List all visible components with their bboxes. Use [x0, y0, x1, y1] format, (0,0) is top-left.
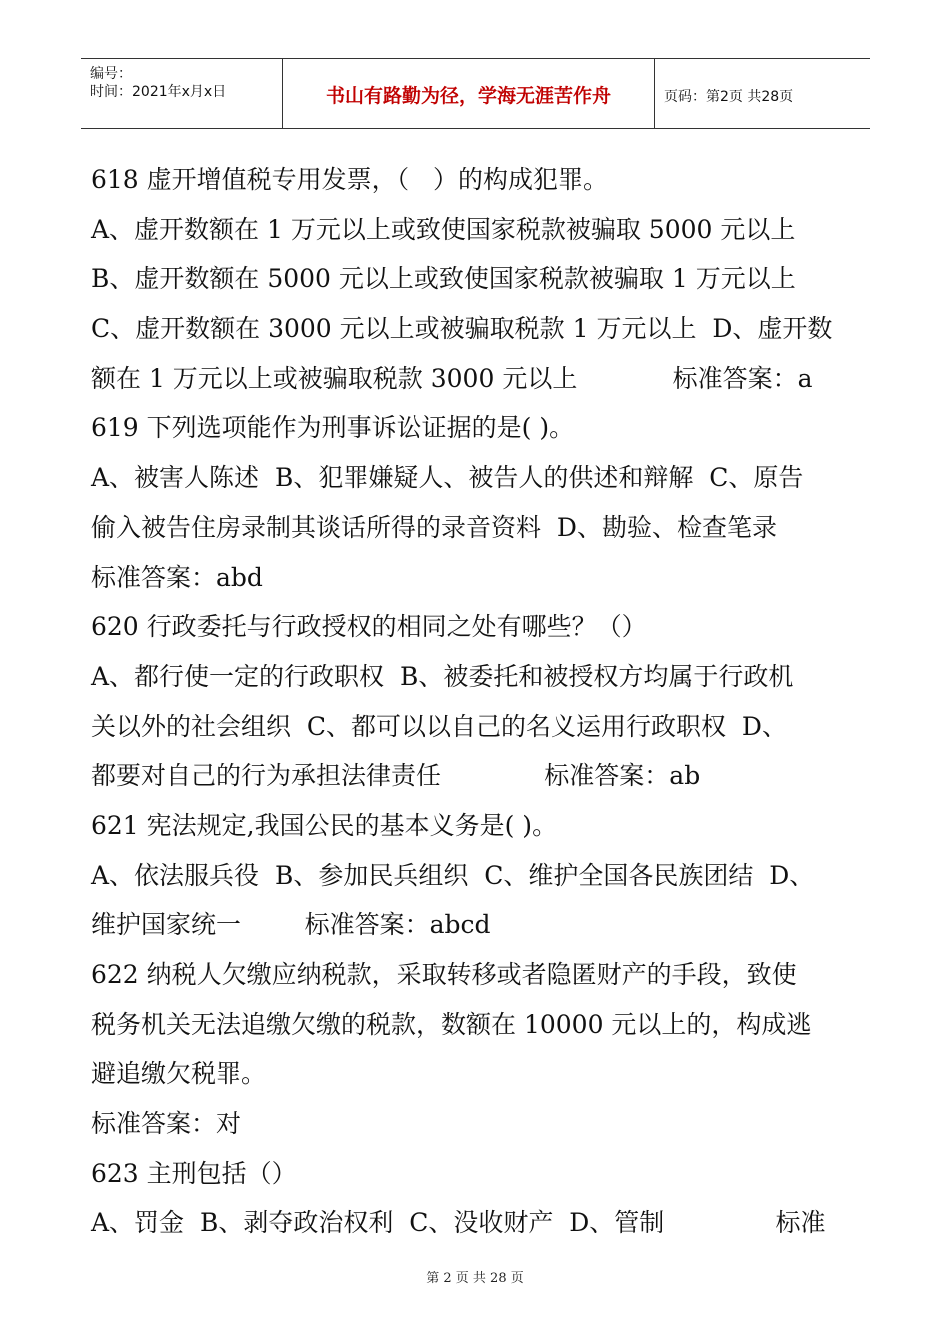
text-line: 623 主刑包括（） [91, 1158, 297, 1188]
text-line: 维护国家统一 标准答案：abcd [91, 910, 491, 940]
text-line: 都要对自己的行为承担法律责任 标准答案：ab [91, 761, 701, 791]
text-line: B、虚开数额在 5000 元以上或致使国家税款被骗取 1 万元以上 [91, 264, 796, 294]
text-line: A、虚开数额在 1 万元以上或致使国家税款被骗取 5000 元以上 [91, 214, 796, 244]
text-line: 避追缴欠税罪。 [91, 1059, 267, 1089]
text-line: C、虚开数额在 3000 元以上或被骗取税款 1 万元以上 D、虚开数 [91, 314, 833, 344]
document-date: 时间：2021年x月x日 [90, 84, 227, 100]
text-line: 619 下列选项能作为刑事诉讼证据的是( )。 [91, 413, 575, 443]
header-page-info: 页码：第2页 共28页 [664, 89, 794, 105]
header-motto: 书山有路勤为径，学海无涯苦作舟 [325, 85, 611, 107]
document-body [91, 160, 866, 1253]
page-footer: 第 2 页 共 28 页 [426, 1271, 524, 1286]
text-line: A、罚金 B、剥夺政治权利 C、没收财产 D、管制 标准 [91, 1208, 826, 1238]
text-line: 额在 1 万元以上或被骗取税款 3000 元以上 标准答案：a [91, 363, 813, 393]
text-line: 618 虚开增值税专用发票，（ ）的构成犯罪。 [91, 165, 609, 194]
document-number-label: 编号： [90, 66, 132, 82]
text-line: 620 行政委托与行政授权的相同之处有哪些？（） [91, 612, 647, 642]
text-line: A、依法服兵役 B、参加民兵组织 C、维护全国各民族团结 D、 [91, 860, 815, 890]
text-line: 标准答案：对 [91, 1109, 242, 1139]
text-line: 622 纳税人欠缴应纳税款，采取转移或者隐匿财产的手段，致使 [91, 960, 797, 989]
text-line: 关以外的社会组织 C、都可以以自己的名义运用行政职权 D、 [91, 711, 787, 741]
text-line: 标准答案：abd [91, 562, 263, 592]
text-line: A、都行使一定的行政职权 B、被委托和被授权方均属于行政机 [91, 661, 794, 691]
text-line: 偷入被告住房录制其谈话所得的录音资料 D、勘验、检查笔录 [91, 512, 777, 542]
header-divider [654, 59, 655, 128]
document-header [81, 58, 870, 129]
text-line: 621 宪法规定,我国公民的基本义务是( )。 [91, 810, 558, 840]
text-line: 税务机关无法追缴欠缴的税款，数额在 10000 元以上的，构成逃 [91, 1009, 812, 1039]
text-line: A、被害人陈述 B、犯罪嫌疑人、被告人的供述和辩解 C、原告 [91, 463, 804, 493]
